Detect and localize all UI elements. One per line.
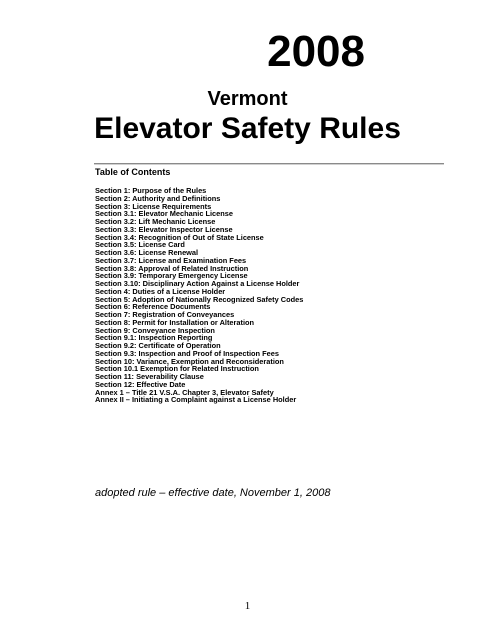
toc-item: Section 1: Purpose of the Rules <box>95 186 207 195</box>
toc-item: Section 3.5: License Card <box>95 240 185 250</box>
toc-item: Section 3.10: Disciplinary Action Against a License Holder <box>95 279 300 288</box>
toc-item: Section 10: Variance, Exemption and Reconsideration <box>95 356 284 366</box>
toc-item: Section 3.4: Recognition of Out of State License <box>95 232 264 242</box>
toc-item: Section 3.6: License Renewal <box>95 248 199 257</box>
toc-heading: Table of Contents <box>95 167 171 177</box>
toc-item: Section 7: Registration of Conveyances <box>95 310 235 319</box>
toc-item: Section 9.1: Inspection Reporting <box>95 333 213 343</box>
page-number: 1 <box>244 600 251 612</box>
toc-item: Section 6: Reference Documents <box>95 302 211 312</box>
toc-item: Section 5: Adoption of Nationally Recognized Safety Codes <box>95 294 304 304</box>
document-year: 2008 <box>267 27 365 76</box>
toc-item: Section 11: Severability Clause <box>95 372 204 381</box>
toc-item: Section 3.8: Approval of Related Instruction <box>95 263 249 273</box>
toc-item: Section 3.2: Lift Mechanic License <box>95 217 216 226</box>
toc-item: Annex 1 – Title 21 V.S.A. Chapter 3, Elevator Safety <box>95 387 274 397</box>
toc-item: Section 3.9: Temporary Emergency License <box>95 271 248 281</box>
toc-item: Section 3: License Requirements <box>95 201 212 211</box>
toc-list <box>95 187 303 404</box>
document-title: Elevator Safety Rules <box>94 112 401 145</box>
toc-item: Section 3.7: License and Examination Fees <box>95 255 247 265</box>
toc-item: Annex II – Initiating a Complaint against a License Holder <box>95 395 297 405</box>
toc-item: Section 4: Duties of a License Holder <box>95 286 226 296</box>
toc-item: Section 8: Permit for Installation or Alteration <box>95 317 255 327</box>
toc-item: Section 9: Conveyance Inspection <box>95 325 215 335</box>
toc-item: Section 3.1: Elevator Mechanic License <box>95 209 234 219</box>
document-state: Vermont <box>207 88 288 110</box>
adopted-rule-note: adopted rule – effective date, November 1, 2008 <box>95 487 331 499</box>
toc-item: Section 10.1 Exemption for Related Instruction <box>95 364 259 374</box>
toc-item: Section 12: Effective Date <box>95 379 186 389</box>
toc-item: Section 9.3: Inspection and Proof of Inspection Fees <box>95 348 279 358</box>
toc-item: Section 3.3: Elevator Inspector License <box>95 224 233 234</box>
toc-item: Section 2: Authority and Definitions <box>95 193 221 203</box>
toc-item: Section 9.2: Certificate of Operation <box>95 341 221 350</box>
section-divider <box>94 163 444 165</box>
